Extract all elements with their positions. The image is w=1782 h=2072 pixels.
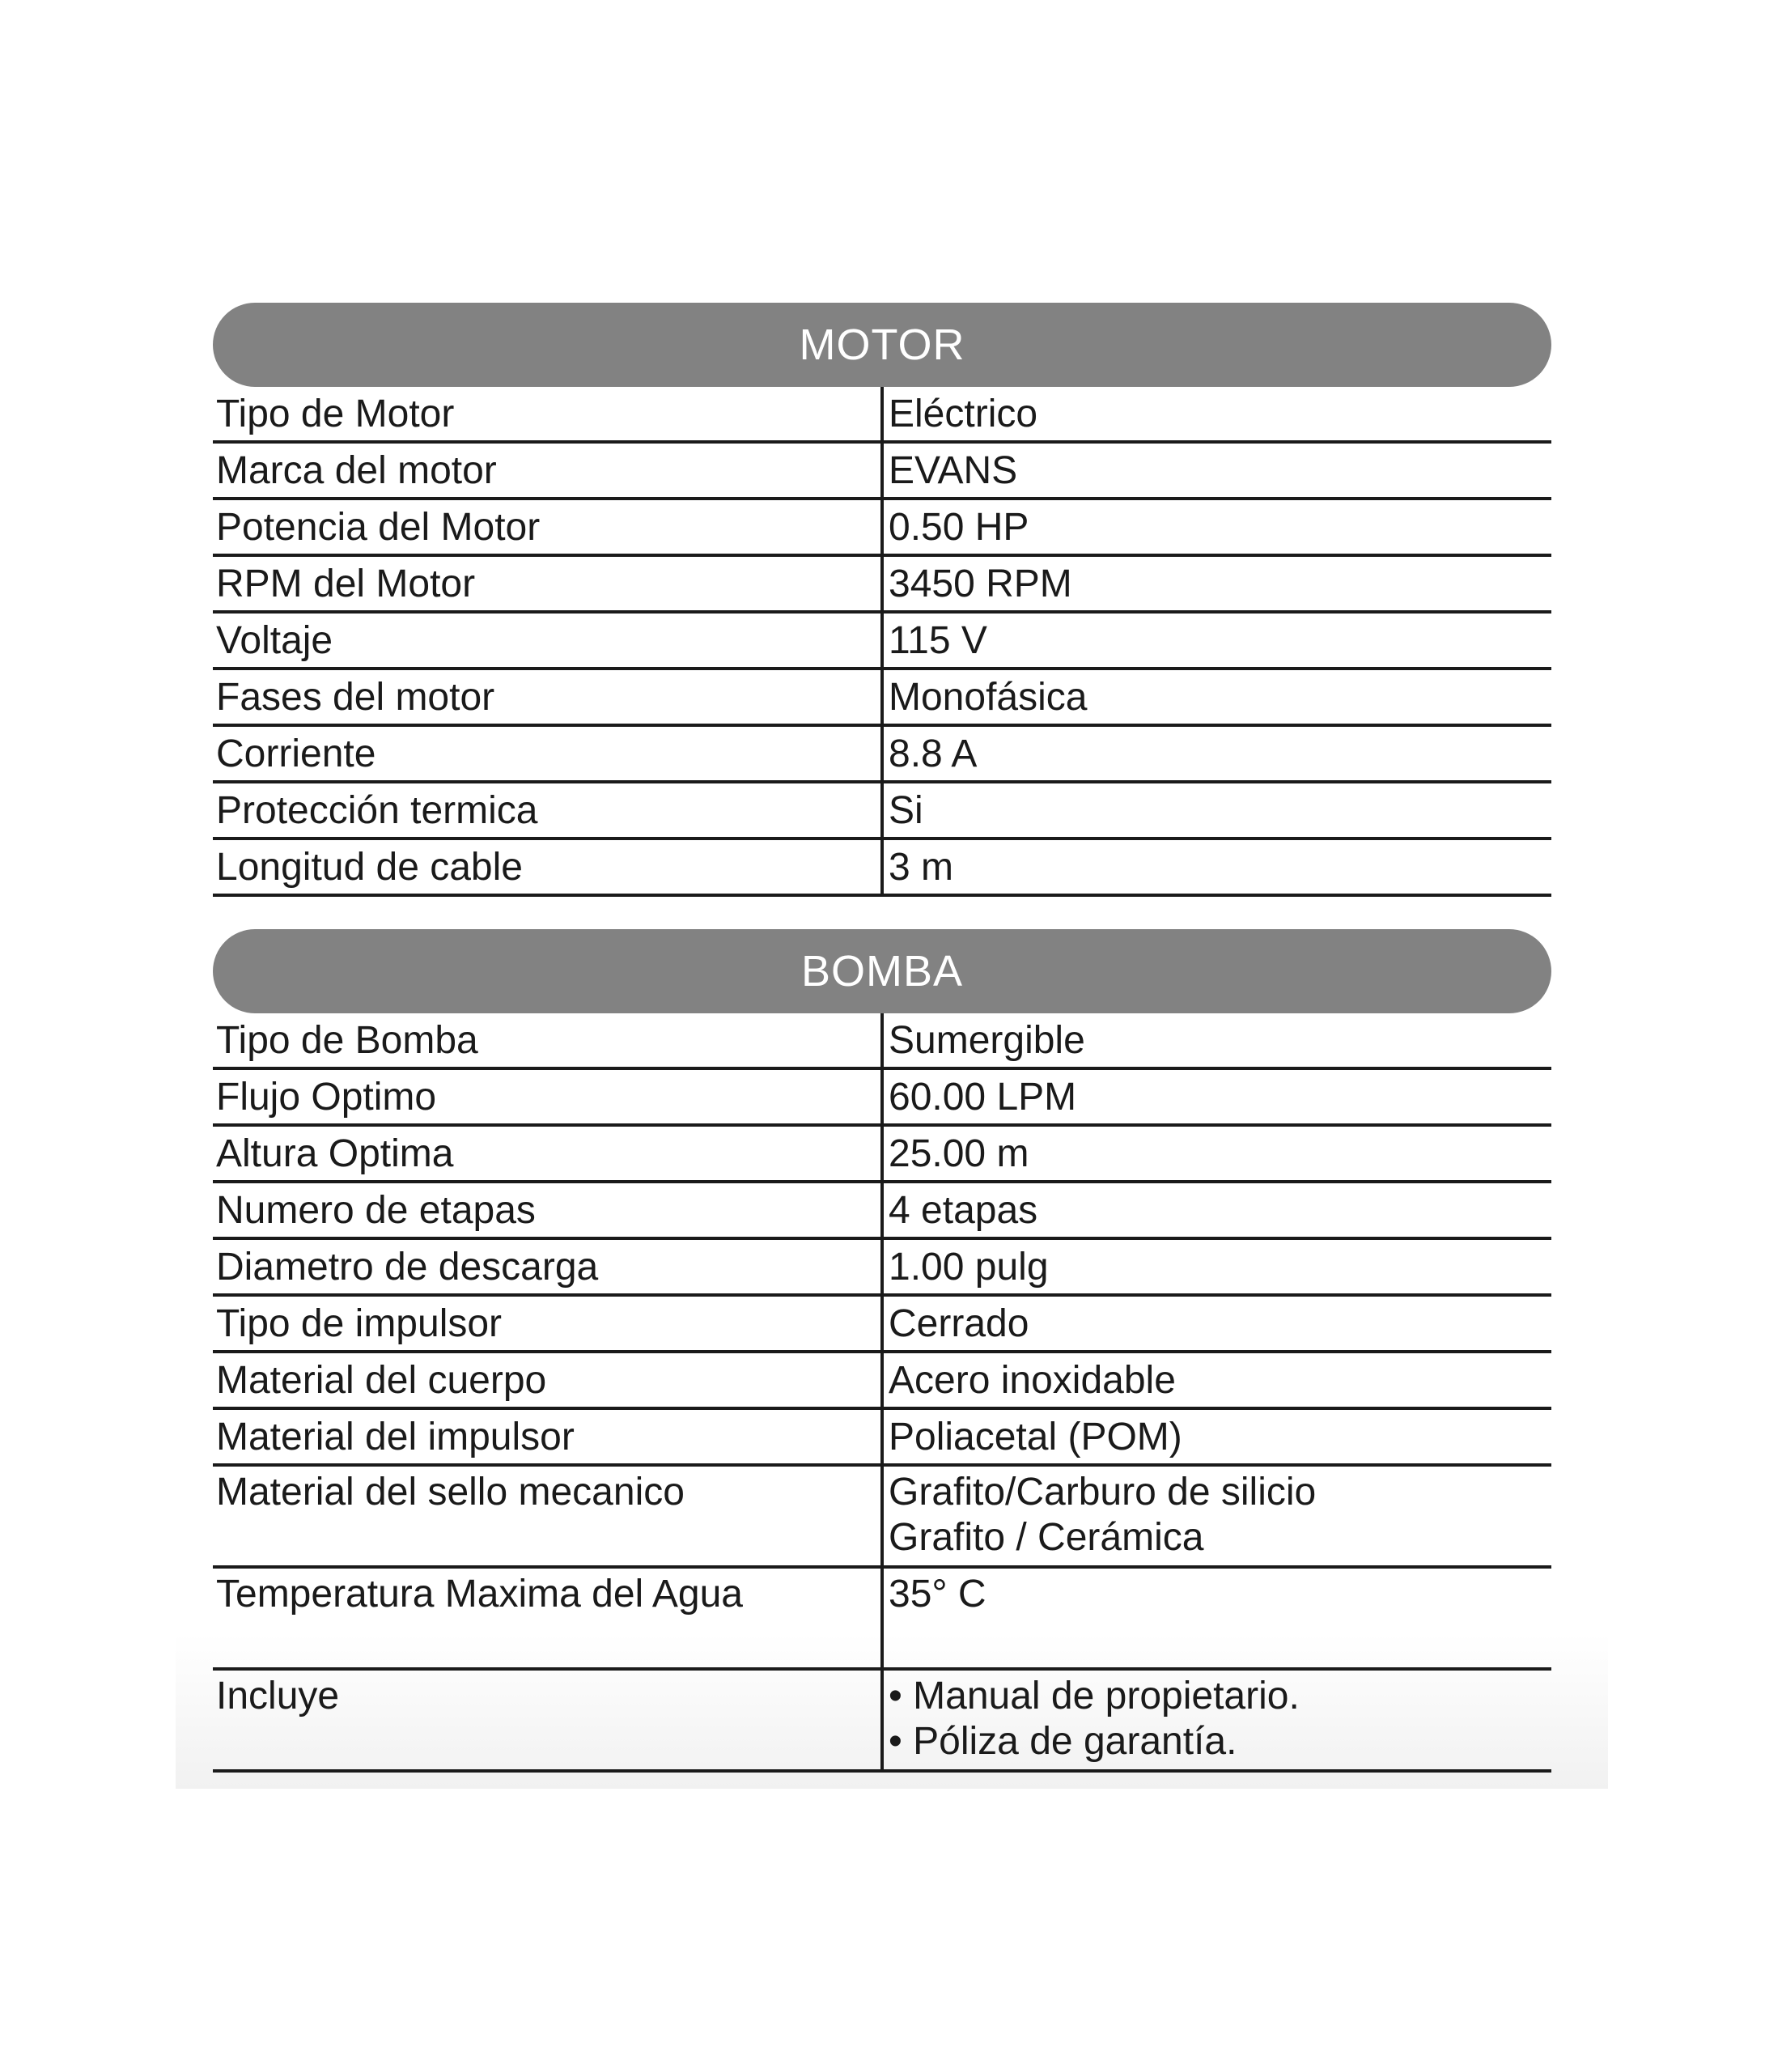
spec-label: Material del sello mecanico [216,1471,685,1514]
bomba-section-header [213,929,1551,1013]
spec-value: 35° C [880,1569,1551,1667]
spec-label: Flujo Optimo [216,1076,437,1119]
table-row [213,670,1551,727]
spec-value-line: • Manual de propietario. [889,1675,1300,1717]
spec-value: Sumergible [880,1013,1551,1067]
spec-value: 0.50 HP [880,500,1551,554]
spec-value: 4 etapas [880,1183,1551,1237]
spec-value [880,1671,1551,1769]
spec-label: Potencia del Motor [216,506,541,549]
table-row [213,1070,1551,1127]
spec-value [880,1467,1551,1565]
spec-value: 8.8 A [880,727,1551,780]
spec-label: Corriente [216,732,376,775]
spec-label: Tipo de Bomba [216,1019,478,1062]
table-row [213,557,1551,614]
motor-section-header [213,303,1551,387]
spec-label: Diametro de descarga [216,1246,599,1289]
spec-label: Temperatura Maxima del Agua [216,1573,743,1616]
motor-rows [213,387,1551,897]
spec-value: 3450 RPM [880,557,1551,610]
spec-value: 25.00 m [880,1127,1551,1180]
spec-value: Monofásica [880,670,1551,724]
spec-value: EVANS [880,444,1551,497]
table-row [213,727,1551,783]
spec-label: Protección termica [216,789,538,832]
bomba-spec-table [213,929,1551,1773]
spec-label: Numero de etapas [216,1189,536,1232]
spec-label: Voltaje [216,619,333,662]
spec-label: Marca del motor [216,449,497,492]
spec-value: Acero inoxidable [880,1353,1551,1407]
spec-label: Material del impulsor [216,1416,575,1458]
table-row [213,1297,1551,1353]
table-row [213,840,1551,897]
motor-section-title: MOTOR [799,321,965,369]
table-row [213,1410,1551,1467]
spec-label: Incluye [216,1675,340,1717]
spec-label: Material del cuerpo [216,1359,547,1402]
table-row [213,1013,1551,1070]
spec-value: 3 m [880,840,1551,894]
motor-spec-table [213,303,1551,897]
spec-label: Altura Optima [216,1132,454,1175]
table-row [213,387,1551,444]
spec-value: Si [880,783,1551,837]
spec-value: Cerrado [880,1297,1551,1350]
spec-value: Eléctrico [880,387,1551,440]
spec-value-line: Grafito/Carburo de silicio [889,1471,1317,1514]
table-row [213,1127,1551,1183]
spec-label: RPM del Motor [216,563,476,605]
spec-label: Tipo de impulsor [216,1302,503,1345]
spec-label: Tipo de Motor [216,393,455,435]
table-row [213,1569,1551,1671]
spec-value: 115 V [880,614,1551,667]
table-row [213,783,1551,840]
table-row [213,1183,1551,1240]
table-row [213,1353,1551,1410]
spec-label: Longitud de cable [216,846,523,889]
table-row [213,500,1551,557]
spec-value: 1.00 pulg [880,1240,1551,1293]
spec-value: Poliacetal (POM) [880,1410,1551,1463]
spec-value: 60.00 LPM [880,1070,1551,1123]
spec-value-line: Grafito / Cerámica [889,1516,1204,1559]
spec-label: Fases del motor [216,676,495,719]
table-row [213,1671,1551,1773]
bomba-section-title: BOMBA [800,947,964,996]
spec-value-line: • Póliza de garantía. [889,1720,1237,1763]
table-row [213,614,1551,670]
bomba-rows [213,1013,1551,1773]
table-row [213,444,1551,500]
table-row [213,1240,1551,1297]
table-row [213,1467,1551,1569]
